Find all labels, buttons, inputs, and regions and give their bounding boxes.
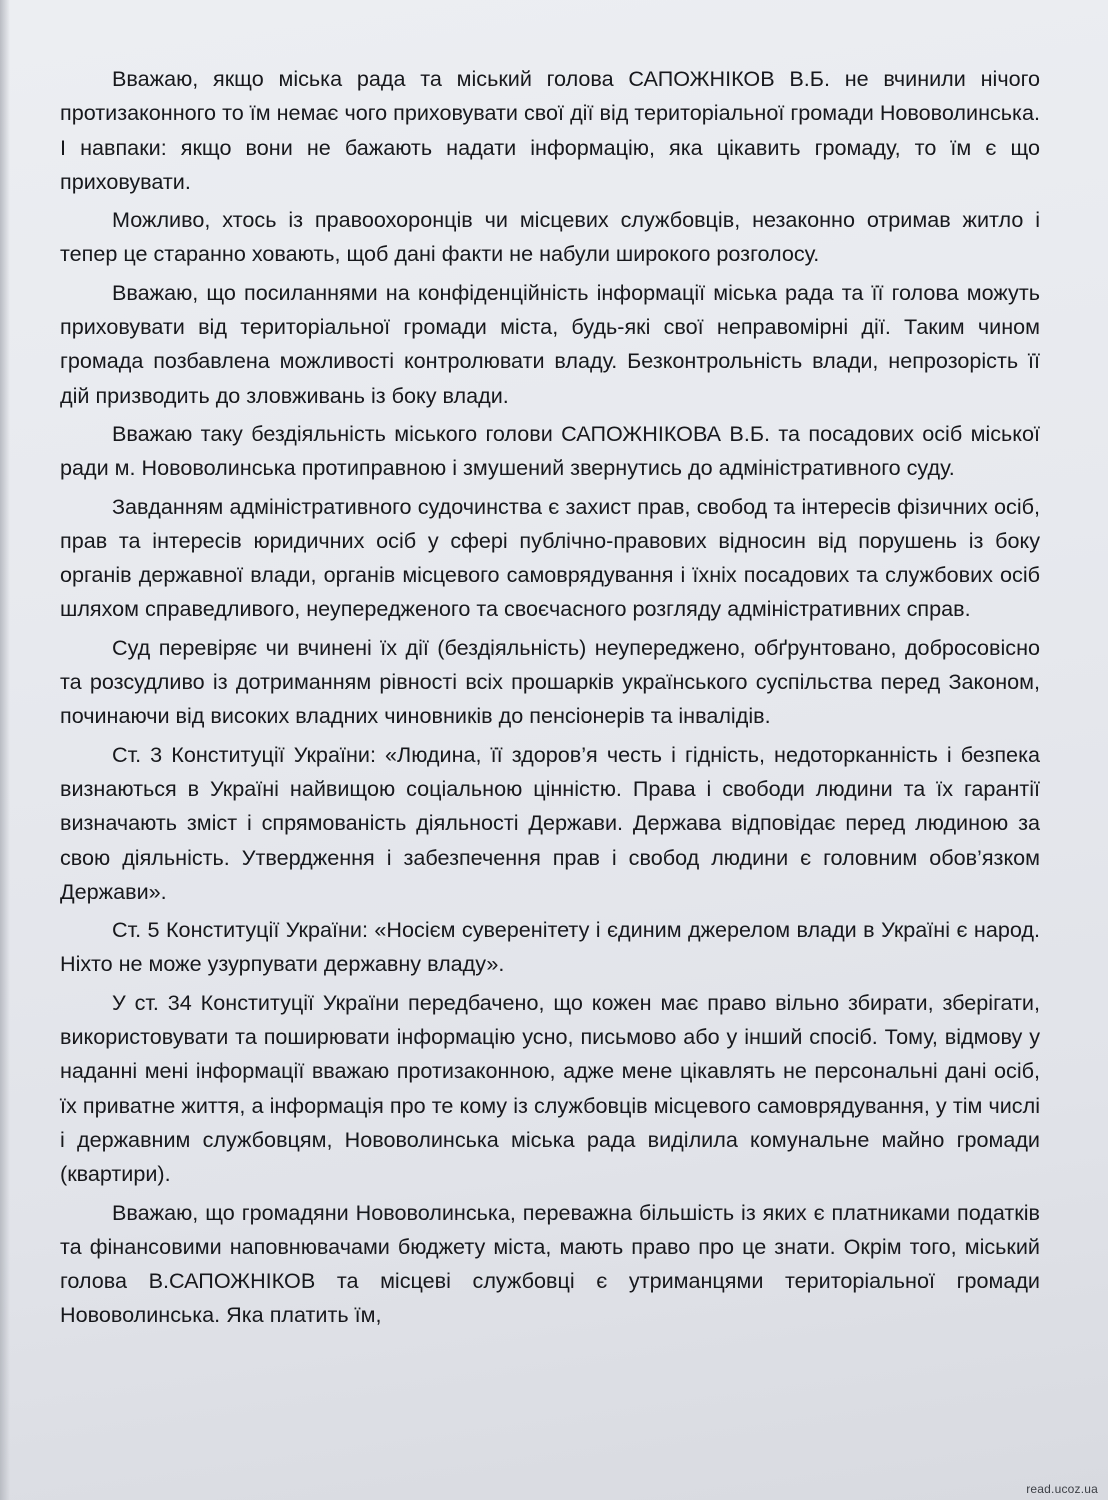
paragraph-10: Вважаю, що громадяни Нововолинська, переважна більшість із яких є платниками податків та фінансовими наповнювачами бюджету міста, мають право про це знати. Окрім того, міський голова В.САПОЖНІКОВ та місцеві службовці є утриманцями територіальної громади Нововолинська. Яка платить їм, <box>60 1199 1040 1328</box>
paragraph-8: Ст. 5 Конституції України: «Носієм суверенітету і єдиним джерелом влади в Україні є народ. Ніхто не може узурпувати державну владу». <box>60 917 1040 977</box>
paragraph-1: Вважаю, якщо міська рада та міський голова САПОЖНІКОВ В.Б. не вчинили нічого протизаконного то їм немає чого приховувати свої дії від територіальної громади Нововолинська. І навпаки: якщо вони не бажають надати інформацію, яка цікавить громаду, то їм є що приховувати. <box>60 66 1040 194</box>
paragraph-5: Завданням адміністративного судочинства є захист прав, свобод та інтересів фізичних осіб, прав та інтересів юридичних осіб у сфері публічно-правових відносин від порушень із боку органів державної влади, органів місцевого самоврядування і їхніх посадових та службових осіб шляхом справедливого, неупередженого та своєчасного розгляду адміністративних справ. <box>60 493 1040 622</box>
paragraph-4: Вважаю таку бездіяльність міського голови САПОЖНІКОВА В.Б. та посадових осіб міської ради м. Нововолинська протиправною і змушений звернутись до адміністративного суду. <box>60 420 1040 481</box>
paragraph-3: Вважаю, що посиланнями на конфіденційність інформації міська рада та її голова можуть приховувати від територіальної громади міста, будь-які свої неправомірні дії. Таким чином громада позбавлена можливості контролювати владу. Безконтрольність влади, непрозорість її дій призводить до зловживань із боку влади. <box>60 279 1040 408</box>
page-edge-shadow <box>0 0 10 1500</box>
paragraph-9: У ст. 34 Конституції України передбачено, що кожен має право вільно збирати, зберігати, використовувати та поширювати інформацію усно, письмово або у інший спосіб. Тому, відмову у наданні мені інформації вважаю протизаконною, адже мене цікавлять не персональні дані осіб, їх приватне життя, а інформація про те кому із службовців місцевого самоврядування, у тім числі і державним службовцям, Нововолинська міська рада виділила комунальне майно громади (квартири). <box>60 989 1040 1187</box>
paragraph-2: Можливо, хтось із правоохоронців чи місцевих службовців, незаконно отримав житло і тепер це старанно ховають, щоб дані факти не набули широкого розголосу. <box>60 207 1040 267</box>
paragraph-7: Ст. 3 Конституції України: «Людина, її здоров’я честь і гідність, недоторканність і безпека визнаються в Україні найвищою соціальною цінністю. Права і свободи людини та їх гарантії визначають зміст і спрямованість діяльності Держави. Держава відповідає перед людиною за свою діяльність. Утвердження і забезпечення прав і свобод людини є головним обов’язком Держави». <box>60 741 1040 904</box>
site-watermark: read.ucoz.ua <box>1026 1482 1098 1496</box>
document-body <box>60 62 1040 1337</box>
paragraph-6: Суд перевіряє чи вчинені їх дії (бездіяльність) неупереджено, обґрунтовано, добросовісно та розсудливо із дотриманням рівності всіх прошарків українського суспільства перед Законом, починаючи від високих владних чиновників до пенсіонерів та інвалідів. <box>60 634 1040 729</box>
